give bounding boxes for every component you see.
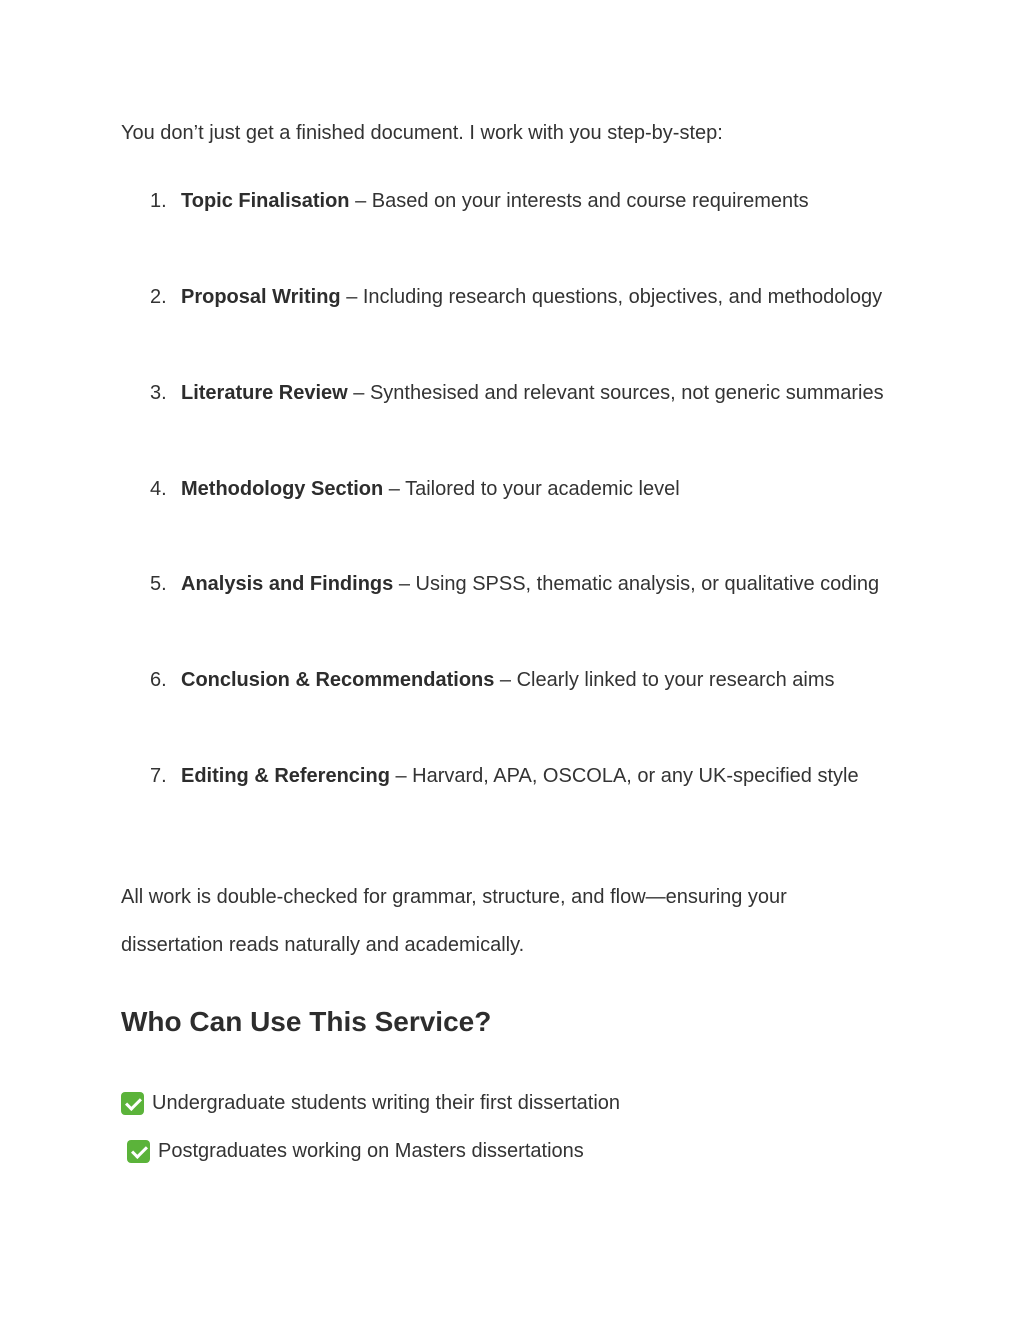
- step-number: 4.: [150, 478, 167, 500]
- step-description: – Synthesised and relevant sources, not generic summaries: [347, 382, 884, 404]
- step-description: – Including research questions, objectives, and methodology: [340, 286, 883, 308]
- step-number: 2.: [150, 286, 167, 308]
- step-number: 3.: [150, 382, 167, 404]
- step-item: [0, 283, 1024, 311]
- audience-item: [121, 1089, 620, 1117]
- section-heading: Who Can Use This Service?: [121, 1006, 492, 1037]
- step-description: – Using SPSS, thematic analysis, or qualitative coding: [393, 573, 880, 595]
- step-item: [0, 666, 1024, 694]
- check-mark-icon: [121, 1092, 144, 1115]
- step-description: – Based on your interests and course requirements: [349, 190, 809, 212]
- audience-item: [127, 1137, 584, 1165]
- step-term: Topic Finalisation: [181, 190, 350, 212]
- step-item: [0, 570, 1024, 598]
- step-term: Conclusion & Recommendations: [181, 669, 495, 691]
- step-item: [0, 187, 1024, 215]
- step-number: 5.: [150, 573, 167, 595]
- step-term: Methodology Section: [181, 478, 384, 500]
- step-description: – Tailored to your academic level: [383, 478, 680, 500]
- step-term: Literature Review: [181, 382, 348, 404]
- audience-text: Postgraduates working on Masters dissertations: [158, 1140, 584, 1162]
- step-term: Proposal Writing: [181, 286, 341, 308]
- step-term: Analysis and Findings: [181, 573, 394, 595]
- step-description: – Clearly linked to your research aims: [494, 669, 835, 691]
- step-item: [0, 762, 1024, 790]
- check-mark-icon: [127, 1140, 150, 1163]
- step-description: – Harvard, APA, OSCOLA, or any UK-specified style: [389, 765, 859, 787]
- audience-text: Undergraduate students writing their first dissertation: [152, 1092, 621, 1114]
- step-number: 1.: [150, 190, 167, 212]
- step-number: 6.: [150, 669, 167, 691]
- intro-paragraph: You don’t just get a finished document. I work with you step-by-step:: [121, 122, 723, 144]
- closing-paragraph: All work is double-checked for grammar, structure, and flow—ensuring your dissertation reads naturally and academically.: [121, 886, 787, 956]
- step-item: [0, 379, 1024, 407]
- step-term: Editing & Referencing: [181, 765, 390, 787]
- step-item: [0, 475, 1024, 503]
- step-number: 7.: [150, 765, 167, 787]
